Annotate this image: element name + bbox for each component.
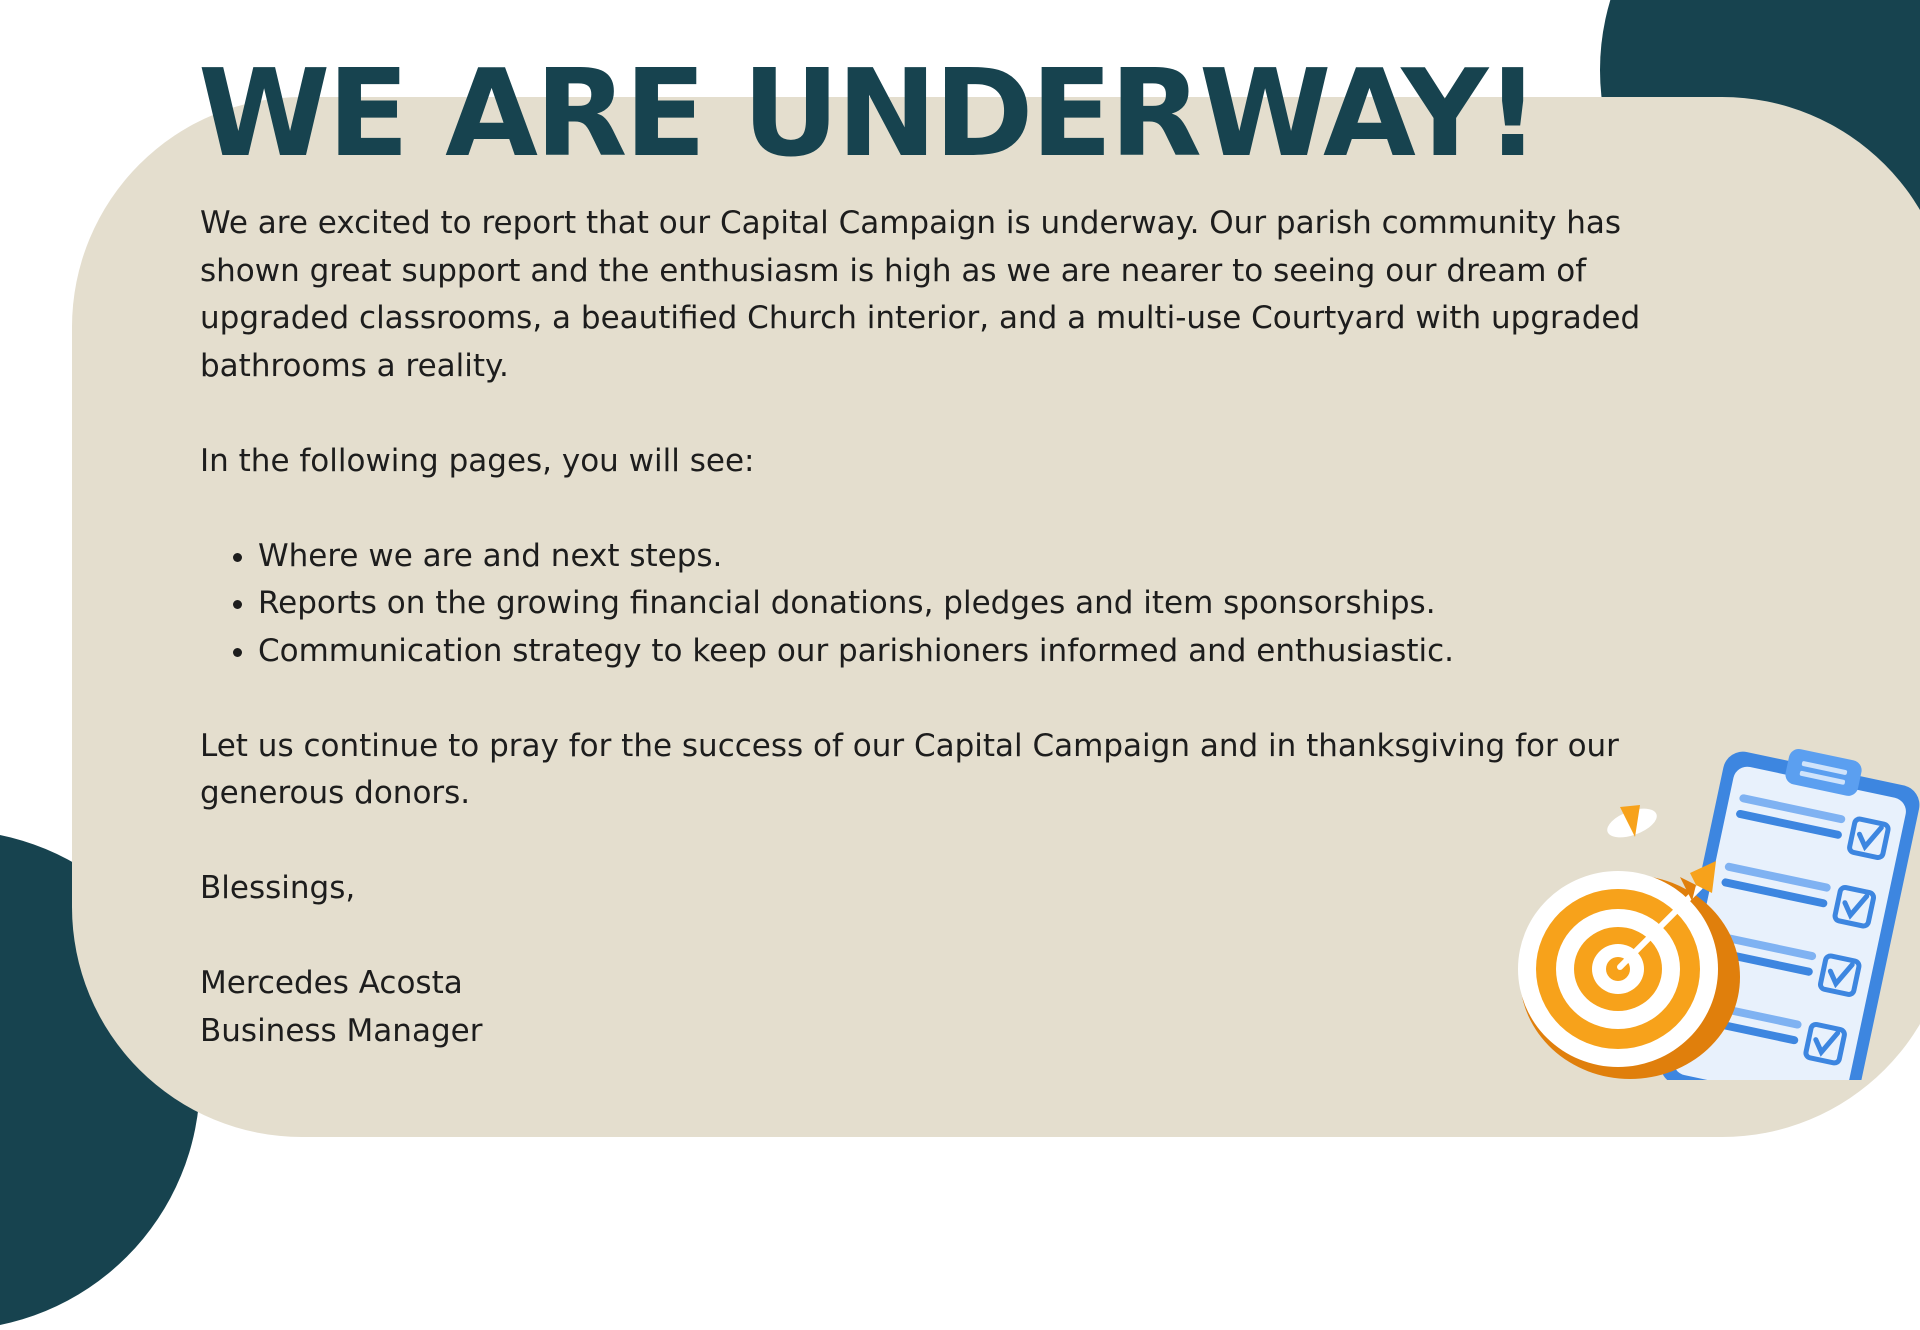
cone-icon xyxy=(1603,803,1660,843)
list-item: • Reports on the growing financial donations, pledges and item sponsorships. xyxy=(258,580,1650,628)
intro-paragraph: We are excited to report that our Capital Campaign is underway. Our parish community has shown great support and the enthusiasm is high as we are nearer to seeing our dream of upgraded classrooms, a beautified Church interior, and a multi-use Courtyard with upgraded bathrooms a reality. xyxy=(200,205,1641,384)
list-item: • Communication strategy to keep our parishioners informed and enthusiastic. xyxy=(258,628,1650,676)
page-title: WE ARE UNDERWAY! xyxy=(198,45,1537,184)
list-item: • Where we are and next steps. xyxy=(258,533,1650,581)
closing-paragraph: Let us continue to pray for the success of our Capital Campaign and in thanksgiving for our generous donors. xyxy=(200,727,1619,811)
letter-body xyxy=(200,200,1650,1055)
signature-name: Mercedes Acosta xyxy=(200,965,463,1001)
list-intro: In the following pages, you will see: xyxy=(200,442,755,479)
signature-role: Business Manager xyxy=(200,1012,483,1049)
bullet-list xyxy=(200,533,1650,676)
target-checklist-illustration xyxy=(1490,745,1920,1080)
salutation: Blessings, xyxy=(200,870,356,906)
